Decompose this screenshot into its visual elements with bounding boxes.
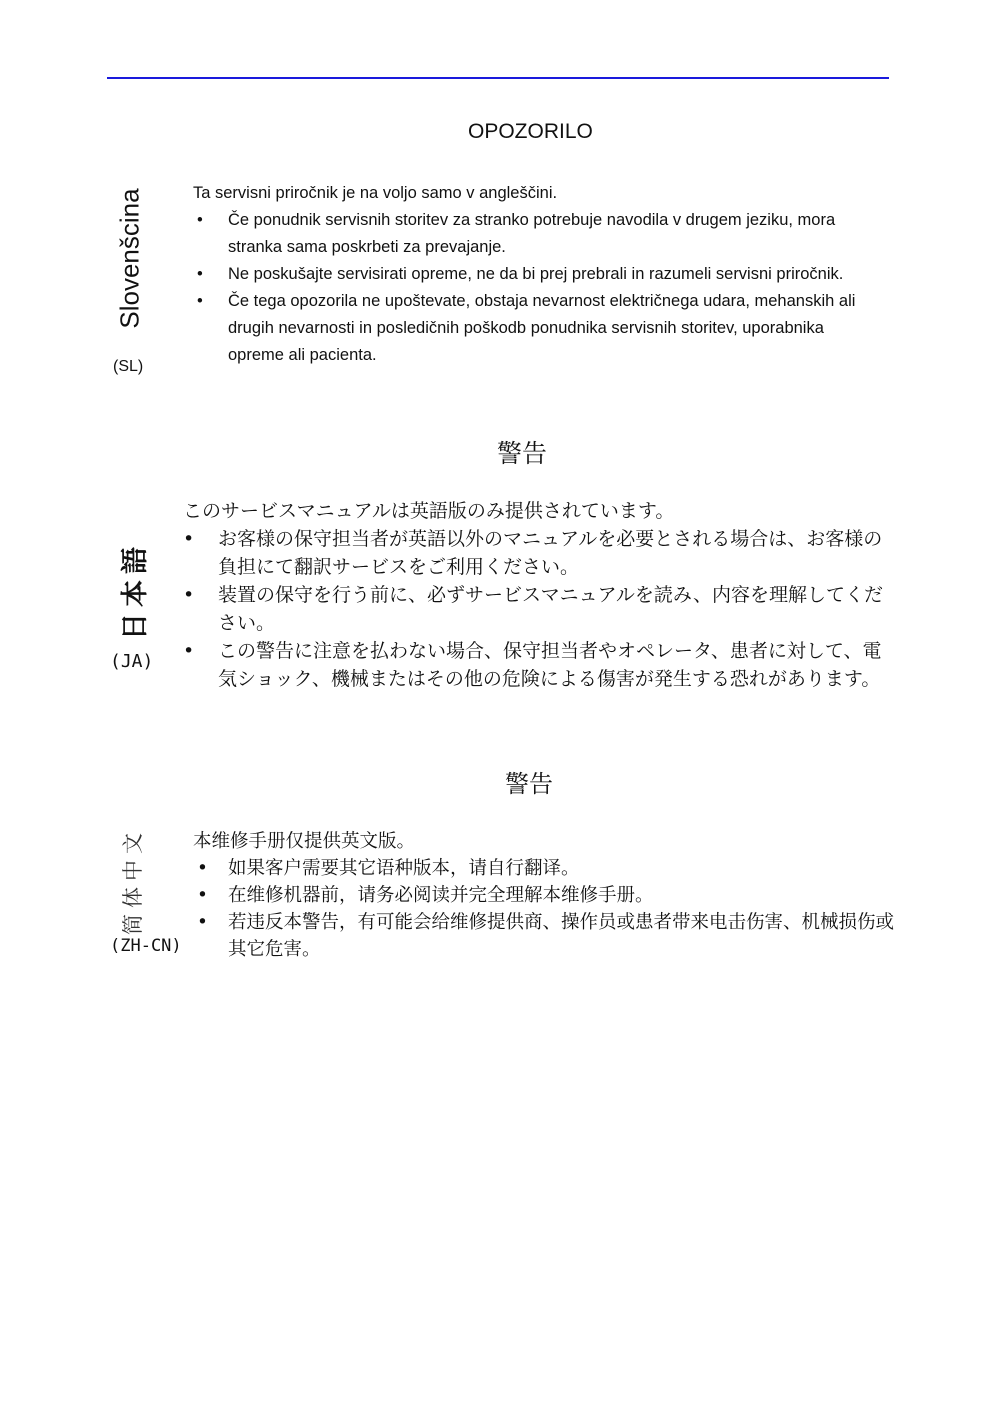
list-item [183,581,898,637]
intro-text: 本维修手册仅提供英文版。 [193,831,416,852]
header-rule [107,77,889,79]
intro-text: このサービスマニュアルは英語版のみ提供されています。 [183,500,675,522]
bullet-icon: • [183,584,195,606]
bullet-icon: • [197,211,203,229]
list-item [193,261,878,288]
language-label-wrap [112,822,152,940]
section-heading: 警告 [497,439,548,468]
language-code: (JA) [110,651,154,672]
bullet-list [193,855,903,963]
list-item [193,855,898,882]
list-item [193,207,868,261]
list-item-text: Ne poskušajte servisirati opreme, ne da bi prej prebrali in razumeli servisni priročnik. [228,265,844,283]
list-item-text: Če tega opozorila ne upoštevate, obstaja nevarnost električnega udara, mehanskih ali drugih nevarnosti in posledičnih poškodb ponudnika servisnih storitev, uporabnika opreme ali pacienta. [228,292,856,364]
bullet-icon: • [197,858,208,879]
bullet-icon: • [183,640,195,662]
list-item-text: 在维修机器前，请务必阅读并完全理解本维修手册。 [228,885,654,906]
warning-body [183,497,903,693]
bullet-icon: • [197,292,203,310]
language-label: Slovenšcina [114,187,145,329]
list-item [193,882,898,909]
list-item-text: この警告に注意を払わない場合、保守担当者やオペレータ、患者に対して、電気ショック、機械またはその他の危険による傷害が発生する恐れがあります。 [218,640,882,690]
list-item-text: お客様の保守担当者が英語以外のマニュアルを必要とされる場合は、お客様の負担にて翻訳サービスをご利用ください。 [218,528,883,578]
language-code: (SL) [113,358,144,375]
language-label: 日本語 [119,540,151,640]
list-item-text: Če ponudnik servisnih storitev za stranko potrebuje navodila v drugem jeziku, mora stranka sama poskrbeti za prevajanje. [228,211,836,256]
warning-body [193,180,893,369]
list-item [183,525,898,581]
section-heading: 警告 [505,770,553,798]
list-item [183,637,898,693]
bullet-icon: • [183,528,195,550]
language-code: (ZH-CN) [110,936,182,956]
section-heading: OPOZORILO [468,120,593,143]
bullet-icon: • [197,885,208,906]
warning-body [193,828,903,963]
bullet-list [183,525,903,693]
list-item-text: 装置の保守を行う前に、必ずサービスマニュアルを読み、内容を理解してください。 [218,584,884,634]
bullet-icon: • [197,912,208,933]
list-item [193,909,898,963]
bullet-icon: • [197,265,203,283]
language-label-wrap [100,172,160,344]
bullet-list [193,207,893,369]
list-item-text: 若违反本警告，有可能会给维修提供商、操作员或患者带来电击伤害、机械损伤或其它危害。 [228,912,895,960]
language-label-wrap [104,540,160,640]
language-label: 简体中文 [121,827,145,935]
intro-text: Ta servisni priročnik je na voljo samo v angleščini. [193,184,558,202]
list-item-text: 如果客户需要其它语种版本，请自行翻译。 [228,858,580,879]
list-item [193,288,858,369]
